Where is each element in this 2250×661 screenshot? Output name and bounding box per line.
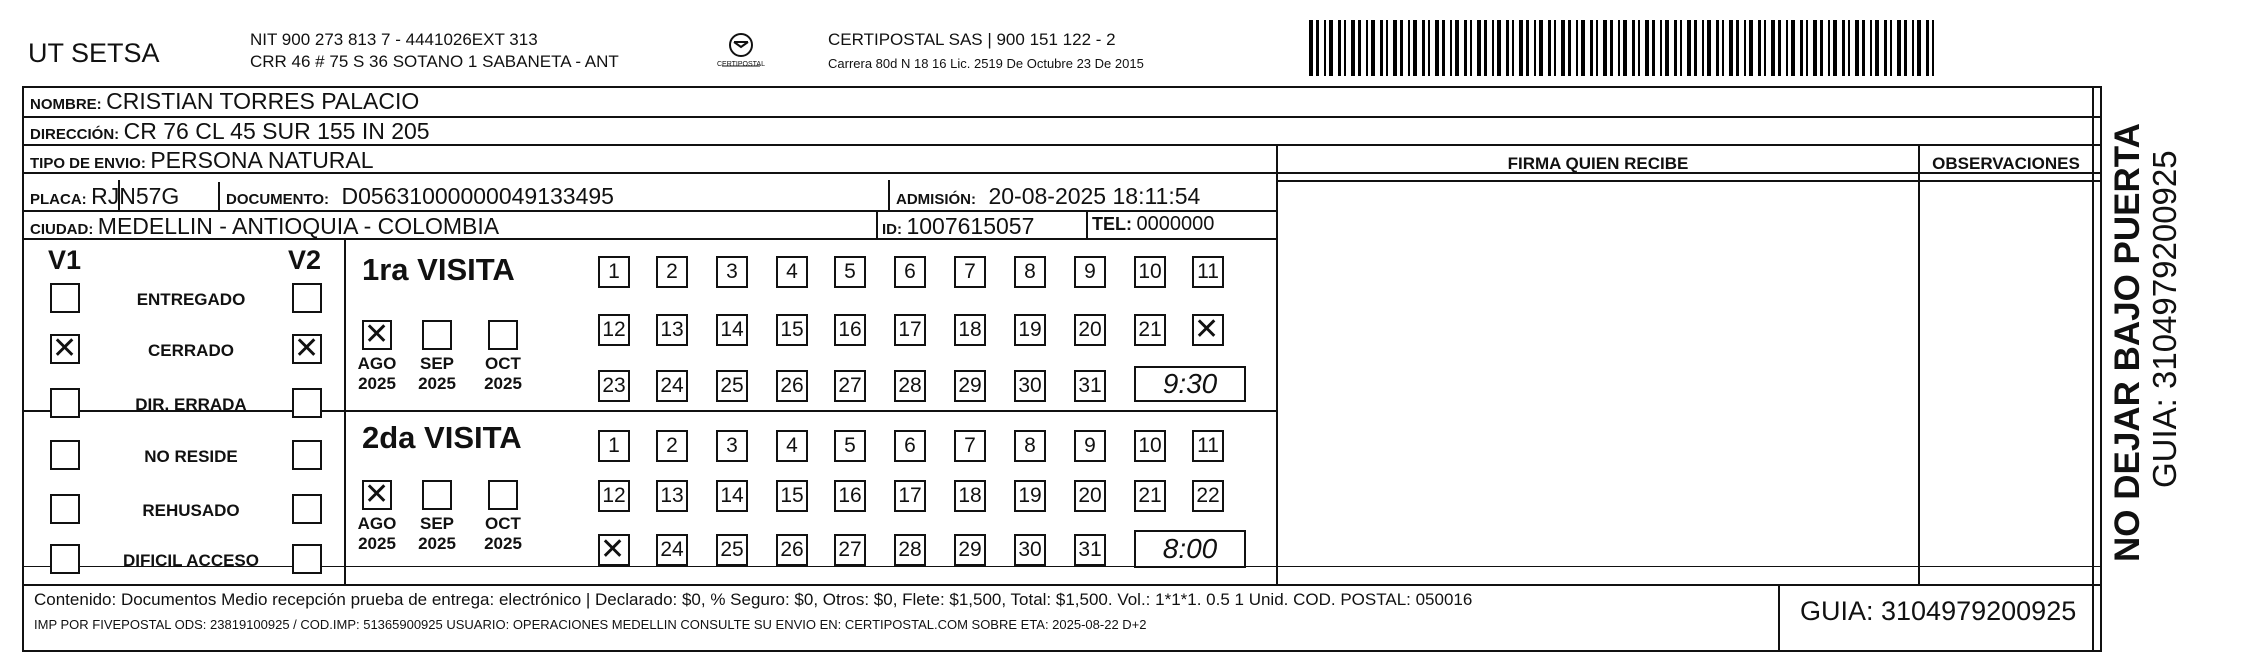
day-box[interactable] (776, 256, 808, 288)
day-box[interactable] (656, 256, 688, 288)
day-number: 19 (1018, 318, 1042, 341)
admision-label: ADMISIÓN: (896, 191, 976, 208)
day-box[interactable] (716, 256, 748, 288)
tel-label: TEL: (1092, 214, 1132, 234)
x-mark-icon: ✕ (52, 331, 78, 366)
year-label: 2025 (418, 374, 456, 393)
x-mark-icon: ✕ (1194, 312, 1220, 347)
day-number: 27 (838, 538, 862, 561)
day-number: 8 (1024, 260, 1036, 283)
ciudad-value: MEDELLIN - ANTIOQUIA - COLOMBIA (97, 213, 500, 239)
day-box[interactable] (834, 370, 866, 402)
x-mark-icon: ✕ (294, 331, 320, 366)
day-box[interactable] (656, 370, 688, 402)
day-number: 13 (660, 484, 684, 507)
day-number: 25 (720, 374, 744, 397)
day-number: 31 (1078, 538, 1102, 561)
day-number: 22 (1196, 484, 1220, 507)
day-box[interactable] (716, 480, 748, 512)
day-number: 21 (1138, 484, 1162, 507)
day-number: 18 (958, 318, 982, 341)
day-box[interactable] (894, 370, 926, 402)
status-label: CERRADO (148, 341, 234, 360)
day-number: 2 (666, 434, 678, 457)
day-number: 2 (666, 260, 678, 283)
day-box[interactable] (894, 430, 926, 462)
day-box[interactable] (1134, 314, 1166, 346)
day-number: 3 (726, 260, 738, 283)
day-number: 4 (786, 260, 798, 283)
day-box[interactable] (954, 314, 986, 346)
day-number: 14 (720, 318, 744, 341)
side-warning: NO DEJAR BAJO PUERTA (2108, 123, 2147, 562)
day-box[interactable] (598, 370, 630, 402)
month-checkbox[interactable] (422, 480, 452, 510)
x-mark-icon: ✕ (600, 532, 626, 567)
year-label: 2025 (418, 534, 456, 553)
direccion-value: CR 76 CL 45 SUR 155 IN 205 (123, 118, 430, 144)
day-box[interactable] (716, 430, 748, 462)
v2-checkbox[interactable] (292, 283, 322, 313)
day-box[interactable] (1134, 480, 1166, 512)
v1-checkbox[interactable] (50, 440, 80, 470)
month-label: SEP (419, 514, 455, 533)
tipo-label: TIPO DE ENVIO: (30, 155, 146, 172)
day-box[interactable] (1074, 534, 1106, 566)
v1-checkbox[interactable] (50, 331, 80, 366)
v1-checkbox[interactable] (50, 283, 80, 313)
certipostal-logo (718, 28, 764, 74)
id-label: ID: (882, 221, 902, 238)
day-box[interactable] (1074, 256, 1106, 288)
day-box[interactable] (776, 370, 808, 402)
day-number: 30 (1018, 374, 1042, 397)
day-number: 25 (720, 538, 744, 561)
day-box[interactable] (656, 314, 688, 346)
day-number: 3 (726, 434, 738, 457)
day-number: 15 (780, 318, 804, 341)
day-number: 5 (844, 434, 856, 457)
day-box[interactable] (1134, 430, 1166, 462)
month-checkbox[interactable] (488, 480, 518, 510)
day-box[interactable] (1192, 314, 1224, 346)
x-mark-icon: ✕ (364, 317, 390, 352)
day-number: 29 (958, 538, 982, 561)
year-label: 2025 (484, 374, 522, 393)
month-checkbox[interactable] (422, 320, 452, 350)
documento-label: DOCUMENTO: (226, 191, 330, 208)
day-box[interactable] (1074, 370, 1106, 402)
year-label: 2025 (358, 534, 396, 553)
observaciones-header: OBSERVACIONES (1932, 154, 2080, 173)
day-number: 1 (608, 434, 620, 457)
month-checkbox[interactable] (362, 477, 392, 512)
day-number: 9 (1084, 434, 1096, 457)
day-number: 8 (1024, 434, 1036, 457)
v2-checkbox[interactable] (292, 388, 322, 418)
handwritten-time-box: 8:00 (1134, 530, 1246, 568)
day-box[interactable] (834, 314, 866, 346)
day-box[interactable] (776, 534, 808, 566)
month-label: SEP (419, 354, 455, 373)
month-label: AGO (357, 354, 397, 373)
placa-value: RJN57G (91, 183, 180, 209)
day-number: 15 (780, 484, 804, 507)
day-number: 17 (898, 484, 922, 507)
status-label: DIFICIL ACCESO (122, 551, 259, 570)
day-box[interactable] (1014, 314, 1046, 346)
ciudad-label: CIUDAD: (30, 221, 94, 238)
day-box[interactable] (1014, 256, 1046, 288)
direccion-label: DIRECCIÓN: (30, 126, 120, 143)
v1-checkbox[interactable] (50, 388, 80, 418)
status-label: NO RESIDE (144, 447, 238, 466)
day-box[interactable] (776, 480, 808, 512)
day-number: 4 (786, 434, 798, 457)
day-box[interactable] (598, 534, 630, 566)
day-box[interactable] (894, 314, 926, 346)
month-checkbox[interactable] (488, 320, 518, 350)
day-number: 6 (904, 434, 916, 457)
day-number: 24 (660, 374, 684, 397)
company-address: CRR 46 # 75 S 36 SOTANO 1 SABANETA - ANT (250, 52, 619, 71)
firma-header: FIRMA QUIEN RECIBE (1507, 154, 1689, 173)
month-checkbox[interactable] (362, 317, 392, 352)
day-number: 10 (1138, 260, 1162, 283)
day-box[interactable] (1192, 256, 1224, 288)
day-number: 27 (838, 374, 862, 397)
v2-checkbox[interactable] (292, 494, 322, 524)
day-box[interactable] (954, 256, 986, 288)
footer-print-info: IMP POR FIVEPOSTAL ODS: 23819100925 / COD.IMP: 51365900925 USUARIO: OPERACIONES MEDELLIN CONSULTE SU ENVIO EN: CERTIPOSTAL.COM SOBRE ETA: 2025-08-22 D+2 (34, 617, 1147, 632)
day-box[interactable] (656, 480, 688, 512)
handwritten-time-box: 9:30 (1134, 366, 1246, 402)
day-box[interactable] (716, 534, 748, 566)
day-number: 28 (898, 538, 922, 561)
day-number: 30 (1018, 538, 1042, 561)
day-number: 16 (838, 484, 862, 507)
footer-guia: GUIA: 3104979200925 (1800, 596, 2077, 626)
day-number: 11 (1197, 434, 1219, 457)
day-number: 7 (964, 434, 976, 457)
day-box[interactable] (716, 370, 748, 402)
day-box[interactable] (1074, 480, 1106, 512)
day-number: 26 (780, 374, 804, 397)
day-number: 31 (1078, 374, 1102, 397)
company-name: UT SETSA (28, 38, 160, 68)
day-box[interactable] (894, 256, 926, 288)
month-label: AGO (357, 514, 397, 533)
day-number: 20 (1078, 484, 1102, 507)
v2-checkbox[interactable] (292, 440, 322, 470)
documento-value: D05631000000049133495 (341, 183, 614, 209)
nombre-label: NOMBRE: (30, 96, 102, 113)
day-number: 23 (602, 374, 626, 397)
day-box[interactable] (1014, 430, 1046, 462)
day-box[interactable] (954, 480, 986, 512)
day-box[interactable] (1014, 480, 1046, 512)
v2-checkbox[interactable] (292, 544, 322, 574)
year-label: 2025 (358, 374, 396, 393)
day-number: 17 (898, 318, 922, 341)
day-number: 29 (958, 374, 982, 397)
day-box[interactable] (894, 534, 926, 566)
admision-value: 20-08-2025 18:11:54 (988, 183, 1201, 209)
year-label: 2025 (484, 534, 522, 553)
day-box[interactable] (954, 430, 986, 462)
logo-text: CERTIPOSTAL (717, 61, 765, 68)
v1-checkbox[interactable] (50, 544, 80, 574)
day-number: 21 (1138, 318, 1162, 341)
certipostal-address: Carrera 80d N 18 16 Lic. 2519 De Octubre 23 De 2015 (828, 56, 1144, 71)
tel-value: 0000000 (1136, 213, 1215, 235)
day-box[interactable] (776, 430, 808, 462)
company-nit: NIT 900 273 813 7 - 4441026EXT 313 (250, 30, 538, 49)
day-number: 16 (838, 318, 862, 341)
month-label: OCT (485, 354, 521, 373)
day-box[interactable] (954, 370, 986, 402)
x-mark-icon: ✕ (364, 477, 390, 512)
day-number: 7 (964, 260, 976, 283)
certipostal-name: CERTIPOSTAL SAS | 900 151 122 - 2 (828, 30, 1116, 49)
day-box[interactable] (1074, 314, 1106, 346)
day-number: 10 (1138, 434, 1162, 457)
day-number: 13 (660, 318, 684, 341)
second-visit-title: 2da VISITA (362, 420, 522, 455)
day-box[interactable] (834, 480, 866, 512)
day-box[interactable] (834, 430, 866, 462)
day-number: 5 (844, 260, 856, 283)
side-guia: GUIA: 3104979200925 (2146, 150, 2183, 488)
day-number: 9 (1084, 260, 1096, 283)
day-box[interactable] (1014, 534, 1046, 566)
v1-checkbox[interactable] (50, 494, 80, 524)
day-box[interactable] (1074, 430, 1106, 462)
status-label: REHUSADO (142, 501, 240, 520)
footer-content: Contenido: Documentos Medio recepción prueba de entrega: electrónico | Declarado: $0, % Seguro: $0, Otros: $0, Flete: $1,500, Total: $1,500. Vol.: 1*1*1. 0.5 1 Unid. COD. POSTAL: 050016 (34, 590, 1473, 609)
day-box[interactable] (776, 314, 808, 346)
day-box[interactable] (954, 534, 986, 566)
day-number: 18 (958, 484, 982, 507)
nombre-value: CRISTIAN TORRES PALACIO (106, 88, 420, 114)
id-value: 1007615057 (906, 213, 1035, 239)
placa-label: PLACA: (30, 191, 87, 208)
status-label: ENTREGADO (136, 290, 246, 309)
month-label: OCT (485, 514, 521, 533)
day-box[interactable] (656, 430, 688, 462)
first-visit-title: 1ra VISITA (362, 252, 515, 287)
day-number: 20 (1078, 318, 1102, 341)
day-box[interactable] (1192, 480, 1224, 512)
day-box[interactable] (1134, 256, 1166, 288)
day-box[interactable] (894, 480, 926, 512)
day-number: 12 (602, 484, 626, 507)
barcode (1305, 20, 1945, 78)
day-number: 11 (1197, 260, 1219, 283)
day-number: 24 (660, 538, 684, 561)
day-box[interactable] (598, 314, 630, 346)
day-box[interactable] (598, 256, 630, 288)
day-box[interactable] (656, 534, 688, 566)
day-number: 26 (780, 538, 804, 561)
day-number: 1 (608, 260, 620, 283)
day-number: 14 (720, 484, 744, 507)
day-box[interactable] (598, 430, 630, 462)
day-box[interactable] (834, 534, 866, 566)
v1-header: V1 (48, 245, 82, 275)
day-box[interactable] (1192, 430, 1224, 462)
v2-checkbox[interactable] (292, 331, 322, 366)
status-label: DIR. ERRADA (135, 395, 247, 414)
tipo-value: PERSONA NATURAL (150, 147, 374, 173)
day-box[interactable] (716, 314, 748, 346)
day-number: 12 (602, 318, 626, 341)
day-number: 6 (904, 260, 916, 283)
day-box[interactable] (598, 480, 630, 512)
day-number: 19 (1018, 484, 1042, 507)
v2-header: V2 (288, 245, 322, 275)
day-number: 28 (898, 374, 922, 397)
day-box[interactable] (834, 256, 866, 288)
day-box[interactable] (1014, 370, 1046, 402)
